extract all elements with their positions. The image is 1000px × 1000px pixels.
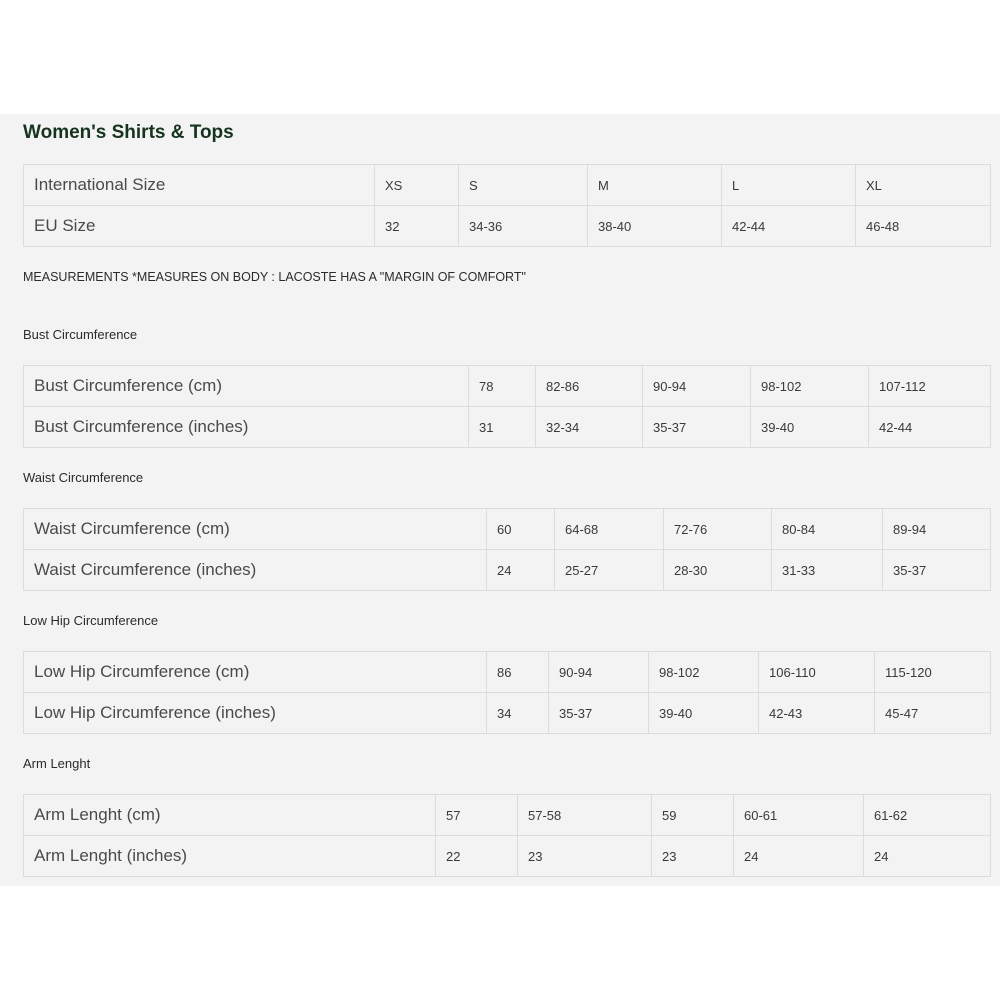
table-cell: M bbox=[588, 165, 722, 206]
table-cell: 23 bbox=[652, 836, 734, 877]
measurements-note: MEASUREMENTS *MEASURES ON BODY : LACOSTE HAS A "MARGIN OF COMFORT" bbox=[23, 270, 526, 284]
table-cell: 24 bbox=[864, 836, 991, 877]
table-cell: 90-94 bbox=[643, 366, 751, 407]
section-heading: Low Hip Circumference bbox=[23, 613, 159, 628]
table-cell: 106-110 bbox=[759, 652, 875, 693]
table-cell: 64-68 bbox=[555, 509, 664, 550]
table-row bbox=[24, 509, 991, 550]
table-cell: XL bbox=[856, 165, 991, 206]
table-cell: 89-94 bbox=[883, 509, 991, 550]
table-cell: 25-27 bbox=[555, 550, 664, 591]
table-cell: 42-44 bbox=[722, 206, 856, 247]
table-row bbox=[24, 795, 991, 836]
table-cell: 82-86 bbox=[536, 366, 643, 407]
table-row bbox=[24, 407, 991, 448]
table-row bbox=[24, 836, 991, 877]
table-cell: 39-40 bbox=[751, 407, 869, 448]
table-cell: 42-44 bbox=[869, 407, 991, 448]
table-cell: 46-48 bbox=[856, 206, 991, 247]
row-label: Low Hip Circumference (cm) bbox=[24, 652, 487, 693]
table-cell: 57 bbox=[436, 795, 518, 836]
table-cell: 107-112 bbox=[869, 366, 991, 407]
section-heading: Bust Circumference bbox=[23, 327, 138, 342]
table-cell: 115-120 bbox=[875, 652, 991, 693]
size-table bbox=[23, 164, 991, 247]
table-cell: 72-76 bbox=[664, 509, 772, 550]
table-cell: 32 bbox=[375, 206, 459, 247]
table-cell: 86 bbox=[487, 652, 549, 693]
table-cell: 24 bbox=[487, 550, 555, 591]
table-cell: 61-62 bbox=[864, 795, 991, 836]
size-guide-panel bbox=[0, 114, 1000, 886]
table-cell: 39-40 bbox=[649, 693, 759, 734]
table-cell: 80-84 bbox=[772, 509, 883, 550]
table-cell: 31 bbox=[469, 407, 536, 448]
table-cell: 31-33 bbox=[772, 550, 883, 591]
table-cell: 57-58 bbox=[518, 795, 652, 836]
table-row bbox=[24, 693, 991, 734]
table-cell: 78 bbox=[469, 366, 536, 407]
table-row bbox=[24, 550, 991, 591]
row-label: Waist Circumference (cm) bbox=[24, 509, 487, 550]
table-cell: 34-36 bbox=[459, 206, 588, 247]
waist-table bbox=[23, 508, 991, 591]
table-cell: 38-40 bbox=[588, 206, 722, 247]
table-cell: 35-37 bbox=[643, 407, 751, 448]
table-cell: 98-102 bbox=[751, 366, 869, 407]
table-cell: 60-61 bbox=[734, 795, 864, 836]
row-label: Bust Circumference (cm) bbox=[24, 366, 469, 407]
section-heading: Arm Lenght bbox=[23, 756, 91, 771]
table-cell: 28-30 bbox=[664, 550, 772, 591]
row-label: EU Size bbox=[24, 206, 375, 247]
table-cell: L bbox=[722, 165, 856, 206]
table-cell: 45-47 bbox=[875, 693, 991, 734]
row-label: Waist Circumference (inches) bbox=[24, 550, 487, 591]
table-cell: 22 bbox=[436, 836, 518, 877]
table-cell: 35-37 bbox=[883, 550, 991, 591]
table-cell: 34 bbox=[487, 693, 549, 734]
low-hip-table bbox=[23, 651, 991, 734]
row-label: Arm Lenght (inches) bbox=[24, 836, 436, 877]
section-heading: Waist Circumference bbox=[23, 470, 144, 485]
table-cell: 90-94 bbox=[549, 652, 649, 693]
bust-table bbox=[23, 365, 991, 448]
row-label: Bust Circumference (inches) bbox=[24, 407, 469, 448]
table-cell: 59 bbox=[652, 795, 734, 836]
arm-length-table bbox=[23, 794, 991, 877]
table-cell: S bbox=[459, 165, 588, 206]
table-row bbox=[24, 206, 991, 247]
table-cell: 23 bbox=[518, 836, 652, 877]
table-cell: XS bbox=[375, 165, 459, 206]
table-row bbox=[24, 366, 991, 407]
table-cell: 98-102 bbox=[649, 652, 759, 693]
table-cell: 60 bbox=[487, 509, 555, 550]
table-row bbox=[24, 652, 991, 693]
row-label: Arm Lenght (cm) bbox=[24, 795, 436, 836]
row-label: International Size bbox=[24, 165, 375, 206]
table-cell: 32-34 bbox=[536, 407, 643, 448]
page-title: Women's Shirts & Tops bbox=[23, 122, 234, 143]
table-cell: 42-43 bbox=[759, 693, 875, 734]
row-label: Low Hip Circumference (inches) bbox=[24, 693, 487, 734]
table-cell: 24 bbox=[734, 836, 864, 877]
table-row bbox=[24, 165, 991, 206]
table-cell: 35-37 bbox=[549, 693, 649, 734]
